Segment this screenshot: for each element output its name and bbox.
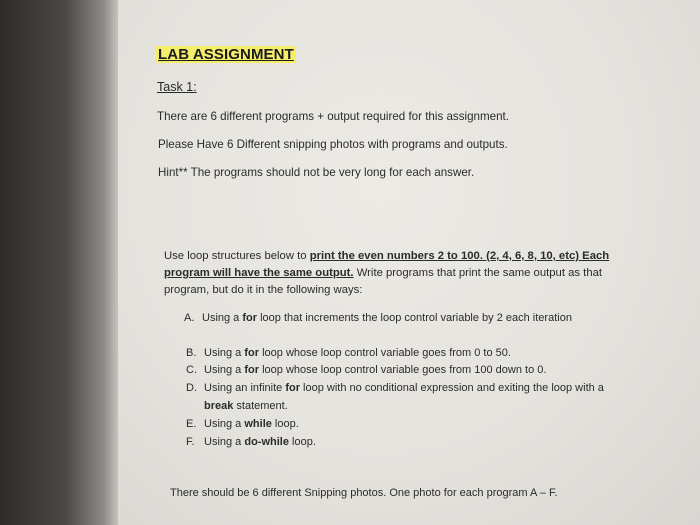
list-item-keyword: for [285,382,300,394]
task-label: Task 1: [157,80,197,94]
paragraph-emphasis: print the even numbers 2 to 100. (2, 4, 6, 8, 10, etc) Each program will have the same output. [164,250,610,279]
footer-note: There should be 6 different Snipping photos. One photo for each program A – F. [170,487,558,499]
monitor-bezel [0,0,118,525]
list-item-keyword: do-while [244,436,289,448]
list-item [186,382,604,394]
list-item-text: loop. [271,418,299,430]
list-item-text: Using a [204,364,245,376]
list-item [186,418,299,430]
instructions-paragraph [164,248,644,299]
intro-line: Hint** The programs should not be very long for each answer. [158,166,475,179]
list-item-keyword: while [244,418,272,430]
list-item [186,436,316,448]
list-item-letter: F. [186,436,195,448]
paragraph-text: Use loop structures below to [164,250,310,262]
list-item-continuation [204,400,288,412]
list-item-text: Using a [204,418,245,430]
list-item-text: loop whose loop control variable goes from 100 down to 0. [259,364,547,376]
list-item-text: loop with no conditional expression and exiting the loop with a [300,382,604,394]
list-item-text: Using an infinite [204,382,286,394]
list-item [186,347,511,359]
list-item-text: statement. [233,400,288,412]
list-item-letter: D. [186,382,197,394]
list-item [186,364,546,376]
list-item-keyword: break [204,400,234,412]
list-item-text: loop. [288,436,316,448]
list-item-text: Using a [204,347,245,359]
list-item-text: loop whose loop control variable goes from 0 to 50. [259,347,511,359]
intro-line: There are 6 different programs + output required for this assignment. [157,110,509,123]
list-item-text: Using a [202,312,243,324]
list-item-letter: A. [184,312,195,324]
intro-line: Please Have 6 Different snipping photos with programs and outputs. [158,138,508,151]
list-item-letter: C. [186,364,197,376]
list-item-letter: E. [186,418,197,430]
list-item [184,312,572,324]
list-item-text: Using a [204,436,245,448]
list-item-text: loop that increments the loop control variable by 2 each iteration [257,312,572,324]
list-item-keyword: for [244,364,260,376]
list-item-keyword: for [242,312,258,324]
page-title: LAB ASSIGNMENT [158,46,294,63]
list-item-letter: B. [186,347,197,359]
list-item-keyword: for [244,347,260,359]
paragraph-text: Write programs that print the same output as that program, but do it in the following ways: [164,267,603,296]
